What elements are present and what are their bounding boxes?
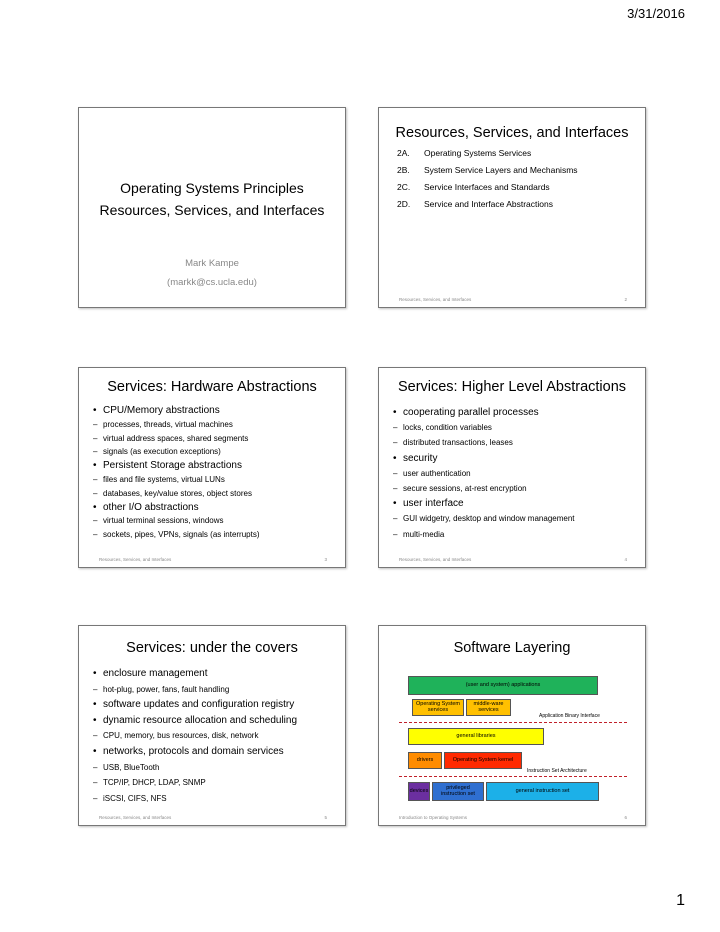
agenda-num: 2C. xyxy=(397,182,411,192)
bullet-item: • software updates and configuration registry xyxy=(93,697,337,713)
title-line-2: Resources, Services, and Interfaces xyxy=(99,202,325,218)
title-line-1: Operating Systems Principles xyxy=(120,180,304,196)
bullet-item: • enclosure management xyxy=(93,666,337,682)
sub-bullet-item: – CPU, memory, bus resources, disk, network xyxy=(93,728,337,744)
slide-number: 4 xyxy=(624,557,627,562)
slide-footer-text: Resources, Services, and Interfaces xyxy=(99,815,172,820)
layer-middleware: middle-ware services xyxy=(466,699,511,716)
isa-boundary xyxy=(399,776,627,777)
bullet-item: • cooperating parallel processes xyxy=(393,405,637,420)
sub-bullet-item: – databases, key/value stores, object stores xyxy=(93,487,337,501)
agenda-item xyxy=(397,165,578,182)
sub-bullet-item: – secure sessions, at-rest encryption xyxy=(393,481,637,496)
sub-bullet-item: – TCP/IP, DHCP, LDAP, SNMP xyxy=(93,775,337,791)
bullet-item: • user interface xyxy=(393,496,637,511)
sub-bullet-item: – distributed transactions, leases xyxy=(393,435,637,450)
layer-general-instructions: general instruction set xyxy=(486,782,599,801)
author-block xyxy=(79,254,345,292)
bullet-list xyxy=(93,666,337,806)
bullet-list xyxy=(393,405,637,542)
slide-footer-text: Resources, Services, and Interfaces xyxy=(399,557,472,562)
slide-title: Services: Higher Level Abstractions xyxy=(397,379,627,395)
agenda-text: Service Interfaces and Standards xyxy=(424,182,550,192)
agenda-text: System Service Layers and Mechanisms xyxy=(424,165,578,175)
slide-3-hardware-abstractions xyxy=(78,367,346,568)
sub-bullet-item: – multi-media xyxy=(393,527,637,542)
print-date: 3/31/2016 xyxy=(627,6,685,21)
sub-bullet-item: – GUI widgetry, desktop and window management xyxy=(393,511,637,526)
bullet-item: • Persistent Storage abstractions xyxy=(93,459,337,473)
author-email: (markk@cs.ucla.edu) xyxy=(167,277,257,288)
layer-applications: (user and system) applications xyxy=(408,676,598,695)
slide-number: 5 xyxy=(324,815,327,820)
slide-6-software-layering xyxy=(378,625,646,826)
layer-privileged-instructions: privileged instruction set xyxy=(432,782,484,801)
layer-os-kernel: Operating System kernel xyxy=(444,752,522,769)
agenda-num: 2A. xyxy=(397,148,410,158)
label-abi: Application Binary Interface xyxy=(539,713,600,719)
bullet-item: • security xyxy=(393,451,637,466)
agenda-item xyxy=(397,148,578,165)
slide-title: Services: Hardware Abstractions xyxy=(107,379,317,395)
page-number: 1 xyxy=(676,892,685,909)
agenda-num: 2B. xyxy=(397,165,410,175)
slide-footer-text: Resources, Services, and Interfaces xyxy=(99,557,172,562)
slide-footer-text: Introduction to Operating Systems xyxy=(399,815,468,820)
slide-footer-text: Resources, Services, and Interfaces xyxy=(399,297,472,302)
layer-devices: devices xyxy=(408,782,430,801)
author-name: Mark Kampe xyxy=(185,258,239,269)
layer-general-libraries: general libraries xyxy=(408,728,544,745)
slide-title: Software Layering xyxy=(453,640,571,656)
layer-os-services: Operating System services xyxy=(412,699,464,716)
slide-number: 6 xyxy=(624,815,627,820)
slide-title: Services: under the covers xyxy=(126,640,298,656)
sub-bullet-item: – processes, threads, virtual machines xyxy=(93,418,337,432)
slide-2-agenda xyxy=(378,107,646,308)
sub-bullet-item: – hot-plug, power, fans, fault handling xyxy=(93,682,337,698)
agenda-item xyxy=(397,182,578,199)
bullet-list xyxy=(93,404,337,542)
sub-bullet-item: – sockets, pipes, VPNs, signals (as interrupts) xyxy=(93,528,337,542)
slide-1-title xyxy=(78,107,346,308)
sub-bullet-item: – signals (as execution exceptions) xyxy=(93,445,337,459)
layer-drivers: drivers xyxy=(408,752,442,769)
agenda-text: Service and Interface Abstractions xyxy=(424,199,553,209)
agenda-num: 2D. xyxy=(397,199,411,209)
label-isa: Instruction Set Architecture xyxy=(527,768,587,774)
agenda-list xyxy=(397,148,578,216)
slide-5-under-the-covers xyxy=(78,625,346,826)
bullet-item: • dynamic resource allocation and scheduling xyxy=(93,713,337,729)
sub-bullet-item: – user authentication xyxy=(393,466,637,481)
presentation-title xyxy=(79,177,345,221)
bullet-item: • CPU/Memory abstractions xyxy=(93,404,337,418)
slide-number: 2 xyxy=(624,297,627,302)
agenda-text: Operating Systems Services xyxy=(424,148,532,158)
slide-4-higher-level-abstractions xyxy=(378,367,646,568)
sub-bullet-item: – iSCSI, CIFS, NFS xyxy=(93,791,337,807)
slide-title: Resources, Services, and Interfaces xyxy=(395,125,629,141)
sub-bullet-item: – files and file systems, virtual LUNs xyxy=(93,473,337,487)
bullet-item: • other I/O abstractions xyxy=(93,501,337,515)
abi-boundary xyxy=(399,722,627,723)
sub-bullet-item: – virtual terminal sessions, windows xyxy=(93,514,337,528)
sub-bullet-item: – locks, condition variables xyxy=(393,420,637,435)
bullet-item: • networks, protocols and domain services xyxy=(93,744,337,760)
agenda-item xyxy=(397,199,578,216)
sub-bullet-item: – virtual address spaces, shared segments xyxy=(93,432,337,446)
sub-bullet-item: – USB, BlueTooth xyxy=(93,760,337,776)
slide-number: 3 xyxy=(324,557,327,562)
